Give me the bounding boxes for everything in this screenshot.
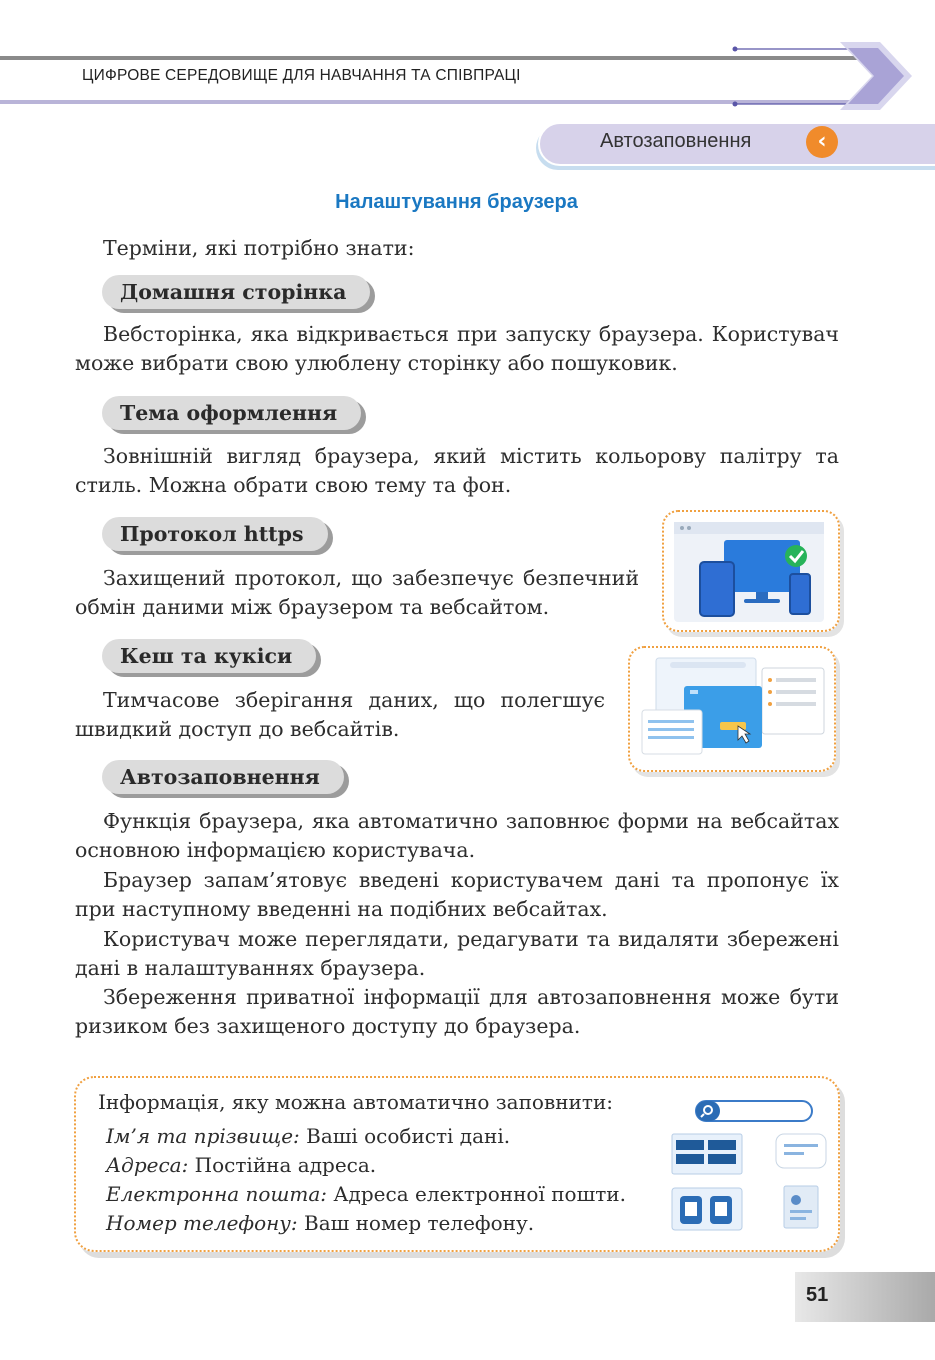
section-pill-label: Автозаповнення — [600, 130, 752, 152]
term-label-https: Протокол https — [102, 517, 328, 551]
info-item-email — [106, 1182, 626, 1206]
page-number: 51 — [806, 1284, 829, 1306]
info-item-desc: Ваш номер телефону. — [297, 1211, 535, 1235]
term-text-https: Захищений протокол, що забезпечує безпечний обмін даними між браузером та вебсайтом. — [75, 566, 639, 619]
autofill-paragraph-2: Користувач може переглядати, редагувати та видаляти збережені дані в налаштуваннях браузера. — [75, 927, 839, 980]
intro-text: Терміни, які потрібно знати: — [103, 236, 415, 260]
autofill-paragraph-1: Браузер запам’ятовує введені користувачем дані та пропонує їх при наступному введенні на подібних вебсайтах. — [75, 868, 839, 921]
info-item-phone — [106, 1211, 534, 1235]
term-label-autofill: Автозаповнення — [102, 760, 344, 794]
term-label-home-page: Домашня сторінка — [102, 275, 370, 309]
info-item-desc: Адреса електронної пошти. — [327, 1182, 626, 1206]
info-item-term: Адреса: — [106, 1153, 189, 1177]
term-label-cache-cookies: Кеш та кукіси — [102, 639, 316, 673]
term-text-autofill: Функція браузера, яка автоматично заповнює форми на вебсайтах основною інформацією користувача. — [75, 809, 839, 862]
devices-illustration — [662, 510, 840, 632]
autofill-paragraph-3: Збереження приватної інформації для автозаповнення може бути ризиком без захищеного доступу до браузера. — [75, 985, 839, 1038]
browser-windows-illustration — [628, 646, 836, 772]
browser-windows-icon — [630, 648, 834, 770]
term-label-theme: Тема оформлення — [102, 396, 361, 430]
info-item-term: Електронна пошта: — [106, 1182, 328, 1206]
info-box-heading: Інформація, яку можна автоматично заповнити: — [98, 1090, 614, 1114]
chapter-title: ЦИФРОВЕ СЕРЕДОВИЩЕ ДЛЯ НАВЧАННЯ ТА СПІВПРАЦІ — [82, 67, 521, 84]
term-text-home-page: Вебсторінка, яка відкривається при запуску браузера. Користувач може вибрати свою улюблену сторінку або пошуковик. — [75, 322, 839, 375]
header-arrow-graphic — [720, 38, 920, 114]
autofill-forms-illustration — [668, 1096, 828, 1236]
info-item-address — [106, 1153, 376, 1177]
info-item-term: Номер телефону: — [106, 1211, 298, 1235]
term-text-theme: Зовнішній вигляд браузера, який містить кольорову палітру та стиль. Можна обрати свою тему та фон. — [75, 444, 839, 497]
info-item-name — [106, 1124, 510, 1148]
chevron-left-icon[interactable]: ‹ — [806, 126, 838, 158]
page-title: Налаштування браузера — [335, 191, 578, 213]
info-item-term: Ім’я та прізвище: — [106, 1124, 300, 1148]
term-text-cache-cookies: Тимчасове зберігання даних, що полегшує швидкий доступ до вебсайтів. — [75, 688, 605, 741]
info-item-desc: Ваші особисті дані. — [299, 1124, 511, 1148]
devices-icon — [664, 512, 838, 630]
info-item-desc: Постійна адреса. — [188, 1153, 377, 1177]
